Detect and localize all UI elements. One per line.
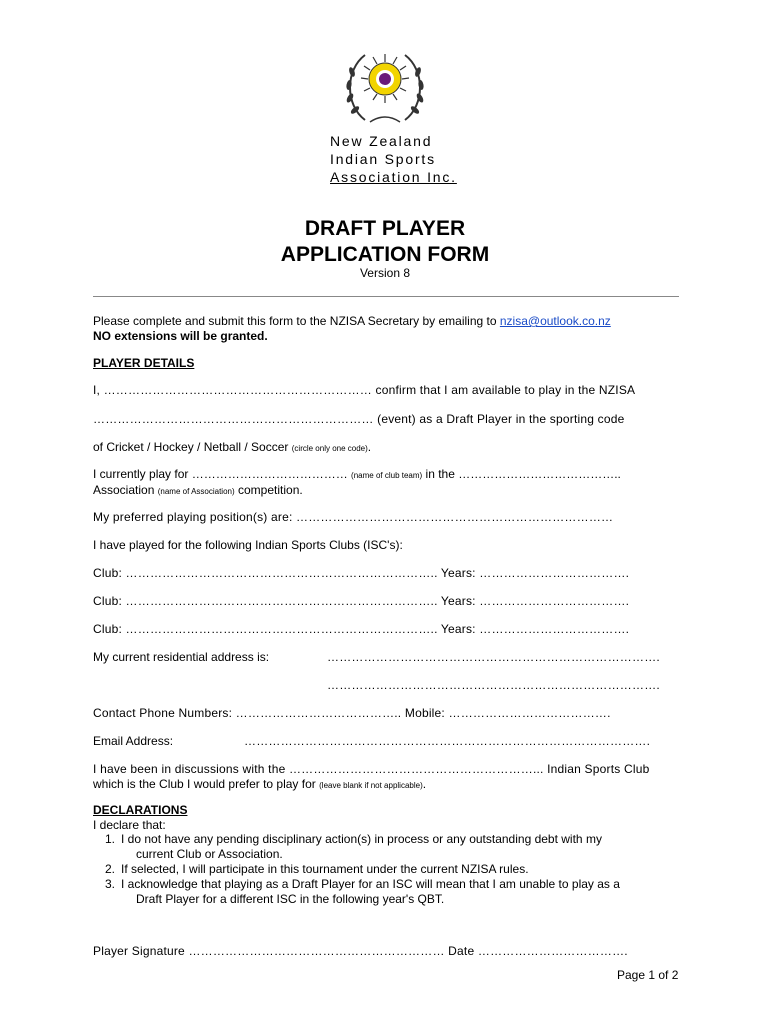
- declaration-text: I acknowledge that playing as a Draft Player for an ISC will mean that I am unable to play as a: [121, 877, 620, 891]
- discussion-hint: (leave blank if not applicable): [319, 781, 423, 790]
- email-field[interactable]: ……………………………………………………………………………………….: [244, 734, 651, 748]
- email-link[interactable]: nzisa@outlook.co.nz: [499, 314, 611, 328]
- org-line-2: Indian Sports: [330, 151, 436, 167]
- address-field-1[interactable]: ……………………………………………………………………….: [327, 650, 660, 664]
- intro-note: NO extensions will be granted.: [93, 329, 268, 343]
- current-club-text[interactable]: I currently play for …………………………………: [93, 467, 348, 481]
- current-club-line[interactable]: [93, 467, 621, 483]
- page-number: Page 1 of 2: [617, 968, 679, 982]
- club-row[interactable]: Club: ………………………………………………………………….. Years: ……………………………….: [93, 594, 630, 608]
- name-line[interactable]: I, ………………………………………………………… confirm that I am available to play in the NZISA: [93, 383, 636, 397]
- club-row[interactable]: Club: ………………………………………………………………….. Years: ……………………………….: [93, 566, 630, 580]
- form-title-line-2: APPLICATION FORM: [280, 243, 490, 266]
- org-line-1: New Zealand: [330, 133, 433, 149]
- competition-label: competition.: [238, 483, 303, 497]
- signature-line[interactable]: Player Signature ……………………………………………………… Date ……………………………….: [93, 944, 628, 958]
- address-label: My current residential address is:: [93, 650, 270, 664]
- sport-code-hint: (circle only one code): [291, 444, 368, 453]
- declaration-item: [93, 832, 620, 847]
- declarations-heading: DECLARATIONS: [93, 803, 188, 817]
- sport-code-options[interactable]: of Cricket / Hockey / Netball / Soccer: [93, 440, 289, 454]
- organization-name: [330, 132, 457, 186]
- declaration-continuation: current Club or Association.: [136, 847, 283, 861]
- association-hint: (name of Association): [157, 487, 235, 496]
- club-team-hint: (name of club team): [351, 471, 423, 480]
- intro-paragraph: [93, 314, 611, 329]
- declaration-item: [93, 862, 620, 877]
- sport-code-line[interactable]: [93, 440, 371, 456]
- played-for-label: I have played for the following Indian Sports Clubs (ISC's):: [93, 538, 403, 552]
- org-line-3: Association Inc.: [330, 169, 457, 185]
- form-title-line-1: DRAFT PLAYER: [304, 217, 466, 240]
- declaration-number: 3.: [104, 877, 115, 891]
- discussion-end: .: [422, 777, 427, 791]
- discussion-text: which is the Club I would prefer to play for: [93, 777, 316, 791]
- player-details-heading: PLAYER DETAILS: [93, 356, 195, 370]
- association-line: [93, 483, 303, 499]
- nzisa-logo: [335, 50, 435, 130]
- discussion-line-1[interactable]: I have been in discussions with the ……………………………………………………... Indian Sports Club: [93, 762, 650, 776]
- declaration-item: [93, 877, 620, 892]
- preferred-position-line[interactable]: My preferred playing position(s) are: ……………………………………………………………………: [93, 510, 614, 524]
- declaration-continuation: Draft Player for a different ISC in the following year's QBT.: [136, 892, 445, 906]
- discussion-line-2: [93, 777, 426, 793]
- email-label: Email Address:: [93, 734, 174, 748]
- sport-code-end: .: [367, 440, 372, 454]
- phone-line[interactable]: Contact Phone Numbers: ………………………………….. Mobile: ………………………………….: [93, 706, 611, 720]
- intro-text: Please complete and submit this form to the NZISA Secretary by emailing to: [93, 314, 497, 328]
- declaration-text: I do not have any pending disciplinary action(s) in process or any outstanding debt with my: [121, 832, 602, 846]
- event-line[interactable]: …………………………………………………………… (event) as a Draft Player in the sporting code: [93, 412, 625, 426]
- association-dots[interactable]: in the …………………………………..: [425, 467, 621, 481]
- version-label: Version 8: [359, 266, 411, 280]
- declaration-text: If selected, I will participate in this tournament under the current NZISA rules.: [121, 862, 529, 876]
- declaration-number: 1.: [104, 832, 115, 846]
- declarations-intro: I declare that:: [93, 818, 166, 832]
- address-field-2[interactable]: ……………………………………………………………………….: [327, 678, 660, 692]
- declarations-list: [93, 832, 620, 907]
- declaration-number: 2.: [104, 862, 115, 876]
- divider: [93, 296, 679, 297]
- club-row[interactable]: Club: ………………………………………………………………….. Years: ……………………………….: [93, 622, 630, 636]
- association-label: Association: [93, 483, 155, 497]
